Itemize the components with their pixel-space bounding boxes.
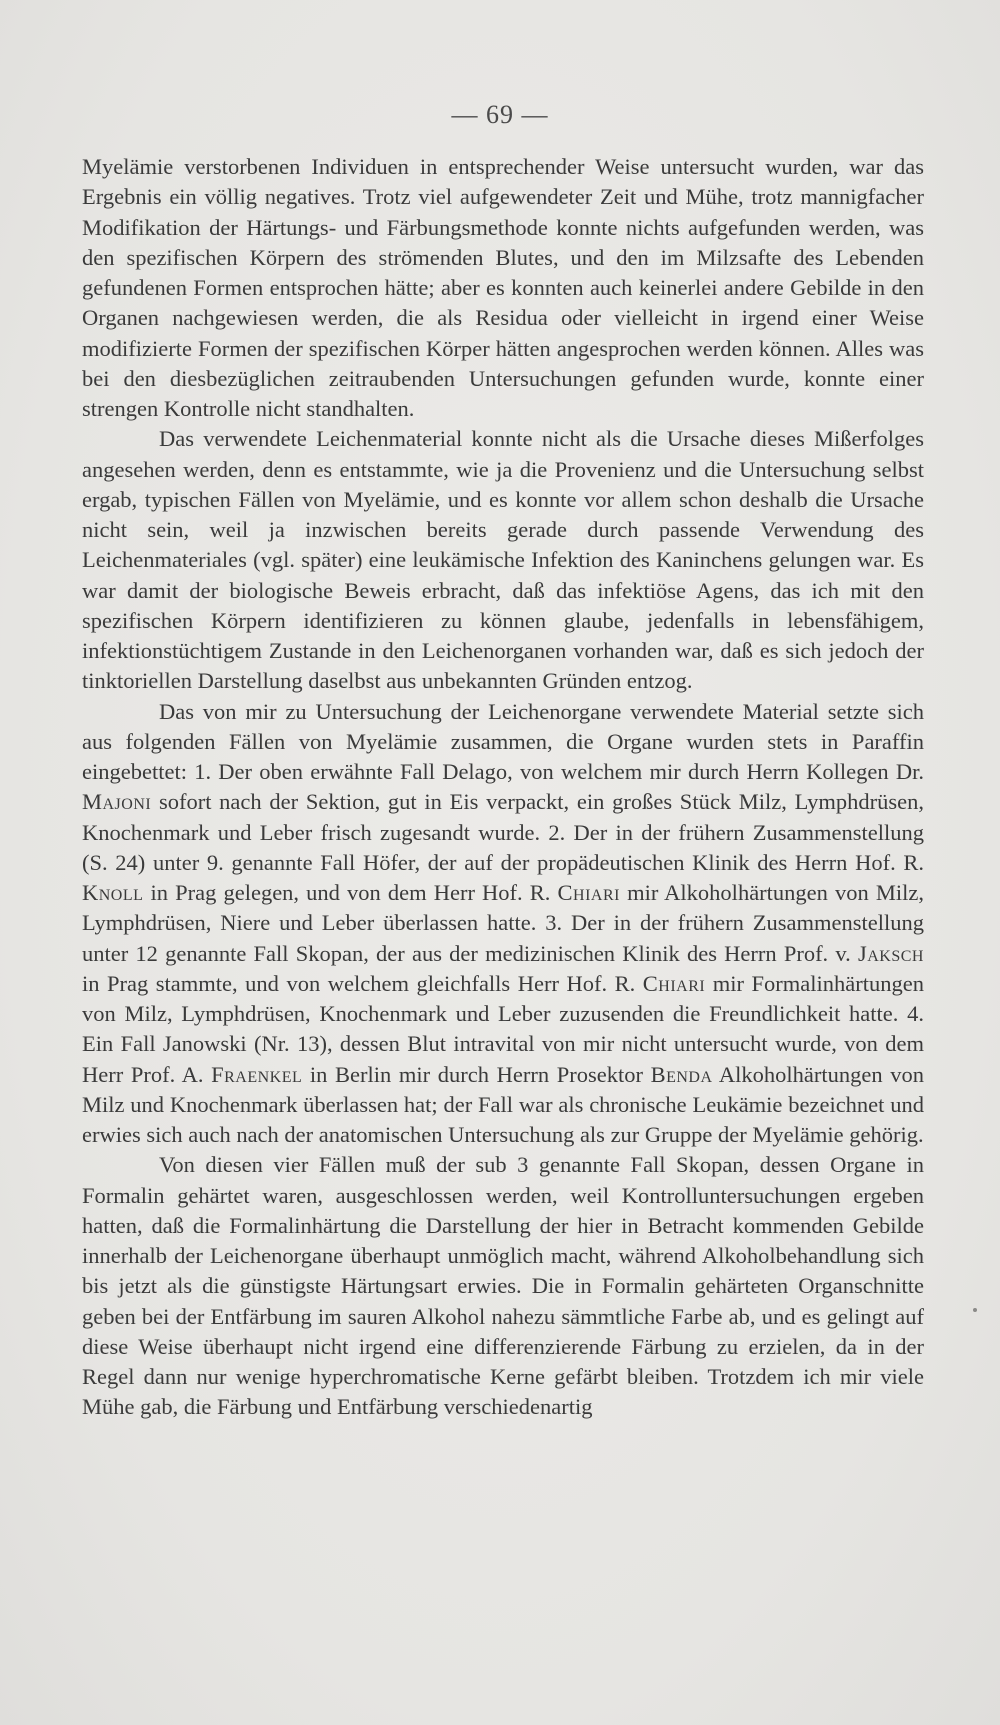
author-name: Knoll — [82, 880, 144, 905]
text-run: in Prag gelegen, und von dem Herr Hof. R. — [143, 880, 558, 905]
author-name: Majoni — [82, 789, 152, 815]
author-name: Fraenkel — [211, 1061, 303, 1087]
text-run: Myelämie verstorbenen Individuen in entsprechender Weise untersucht wurden, war das Ergebnis ein völlig negatives. Trotz viel aufgewendeter Zeit und Mühe, trotz mannigfacher Modifikation der Härtungs- und Färbungsmethode konnte nichts aufgefunden werden, was den spezifischen Körpern des strömenden Blutes, und den im Milzsafte des Lebenden gefundenen Formen entsprochen hätte; aber es konnten auch keinerlei andere Gebilde in den Organen nachgewiesen werden, die als Residua oder vielleicht in irgend einer Weise modifizierte Formen der spezifischen Körper hätten angesprochen werden können. Alles was bei den diesbezüglichen zeitraubenden Untersuchungen gefunden wurde, konnte einer strengen Kontrolle nicht standhalten. — [82, 154, 924, 421]
paragraph — [82, 424, 924, 696]
text-run: Das verwendete Leichenmaterial konnte nicht als die Ursache dieses Mißerfolges angesehen werden, denn es entstammte, wie ja die Provenienz und die Untersuchung selbst ergab, typischen Fällen von Myelämie, und es konnte vor allem schon deshalb die Ursache nicht sein, weil ja inzwischen bereits gerade durch passende Verwendung des Leichenmateriales (vgl. später) eine leukämische Infektion des Kaninchens gelungen war. Es war damit der biologische Beweis erbracht, daß das infektiöse Agens, das ich mit den spezifischen Körpern identifizieren zu können glaube, jedenfalls in lebensfähigem, infektionstüchtigem Zustande in den Leichenorganen vorhanden war, daß es sich jedoch der tinktoriellen Darstellung daselbst aus unbekannten Gründen entzog. — [82, 426, 924, 694]
text-run: Alkoholhärtungen von Milz und Knochenmark überlassen hat; der Fall war als chronische Leukämie bezeichnet und erwies sich auch nach der anatomischen Untersuchung als zur Gruppe der Myelämie gehörig. — [82, 1061, 925, 1147]
text-run: mir Formalinhärtungen von Milz, Lymphdrüsen, Knochenmark und Leber zuzusenden die Freundlichkeit hatte. 4. Ein Fall Janowski (Nr. 13), dessen Blut intravital von mir nicht untersucht wurde, von dem Herr Prof. A. — [82, 970, 924, 1087]
body-text — [82, 152, 924, 1423]
author-name: Chiari — [557, 880, 620, 905]
page-number: — 69 — — [451, 100, 549, 129]
text-run: Von diesen vier Fällen muß der sub 3 genannte Fall Skopan, dessen Organe in Formalin gehärtet waren, ausgeschlossen werden, weil Kontrolluntersuchungen ergeben hatten, daß die Formalinhärtung die Darstellung der hier in Betracht kommenden Gebilde innerhalb der Leichenorgane überhaupt unmöglich macht, während Alkoholbehandlung sich bis jetzt als die günstigste Härtungsart erwies. Die in Formalin gehärteten Organschnitte geben bei der Entfärbung im sauren Alkohol nahezu sämmtliche Farbe ab, und es gelingt auf diese Weise überhaupt nicht irgend eine differenzierende Färbung zu erzielen, da in der Regel dann nur wenige hyperchromatische Kerne gefärbt bleiben. Trotzdem ich mir viele Mühe gab, die Färbung und Entfärbung verschiedenartig — [82, 1152, 924, 1420]
text-run: in Prag stammte, und von welchem gleichfalls Herr Hof. R. — [82, 970, 643, 996]
paper-speck — [973, 1308, 977, 1312]
text-run: in Berlin mir durch Herrn Prosektor — [302, 1061, 651, 1087]
author-name: Jaksch — [858, 940, 924, 966]
paragraph — [82, 697, 924, 1151]
text-run: mir Alkoholhärtungen von Milz, Lymphdrüsen, Niere und Leber überlassen hatte. 3. Der in der frühern Zusammenstellung unter 12 genannte Fall Skopan, der aus der medizinischen Klinik des Herrn Prof. v. — [82, 880, 924, 966]
author-name: Benda — [650, 1061, 713, 1087]
text-run: sofort nach der Sektion, gut in Eis verpackt, ein großes Stück Milz, Lymphdrüsen, Knochenmark und Leber frisch zugesandt wurde. 2. Der in der frühern Zusammenstellung (S. 24) unter 9. genannte Fall Höfer, der auf der propädeutischen Klinik des Herrn Hof. R. — [82, 789, 924, 875]
paragraph — [82, 152, 924, 424]
paragraph — [82, 1150, 924, 1422]
author-name: Chiari — [642, 970, 706, 996]
text-run: Das von mir zu Untersuchung der Leichenorgane verwendete Material setzte sich aus folgenden Fällen von Myelämie zusammen, die Organe wurden stets in Paraffin eingebettet: 1. Der oben erwähnte Fall Delago, von welchem mir durch Herrn Kollegen Dr. — [82, 698, 924, 784]
